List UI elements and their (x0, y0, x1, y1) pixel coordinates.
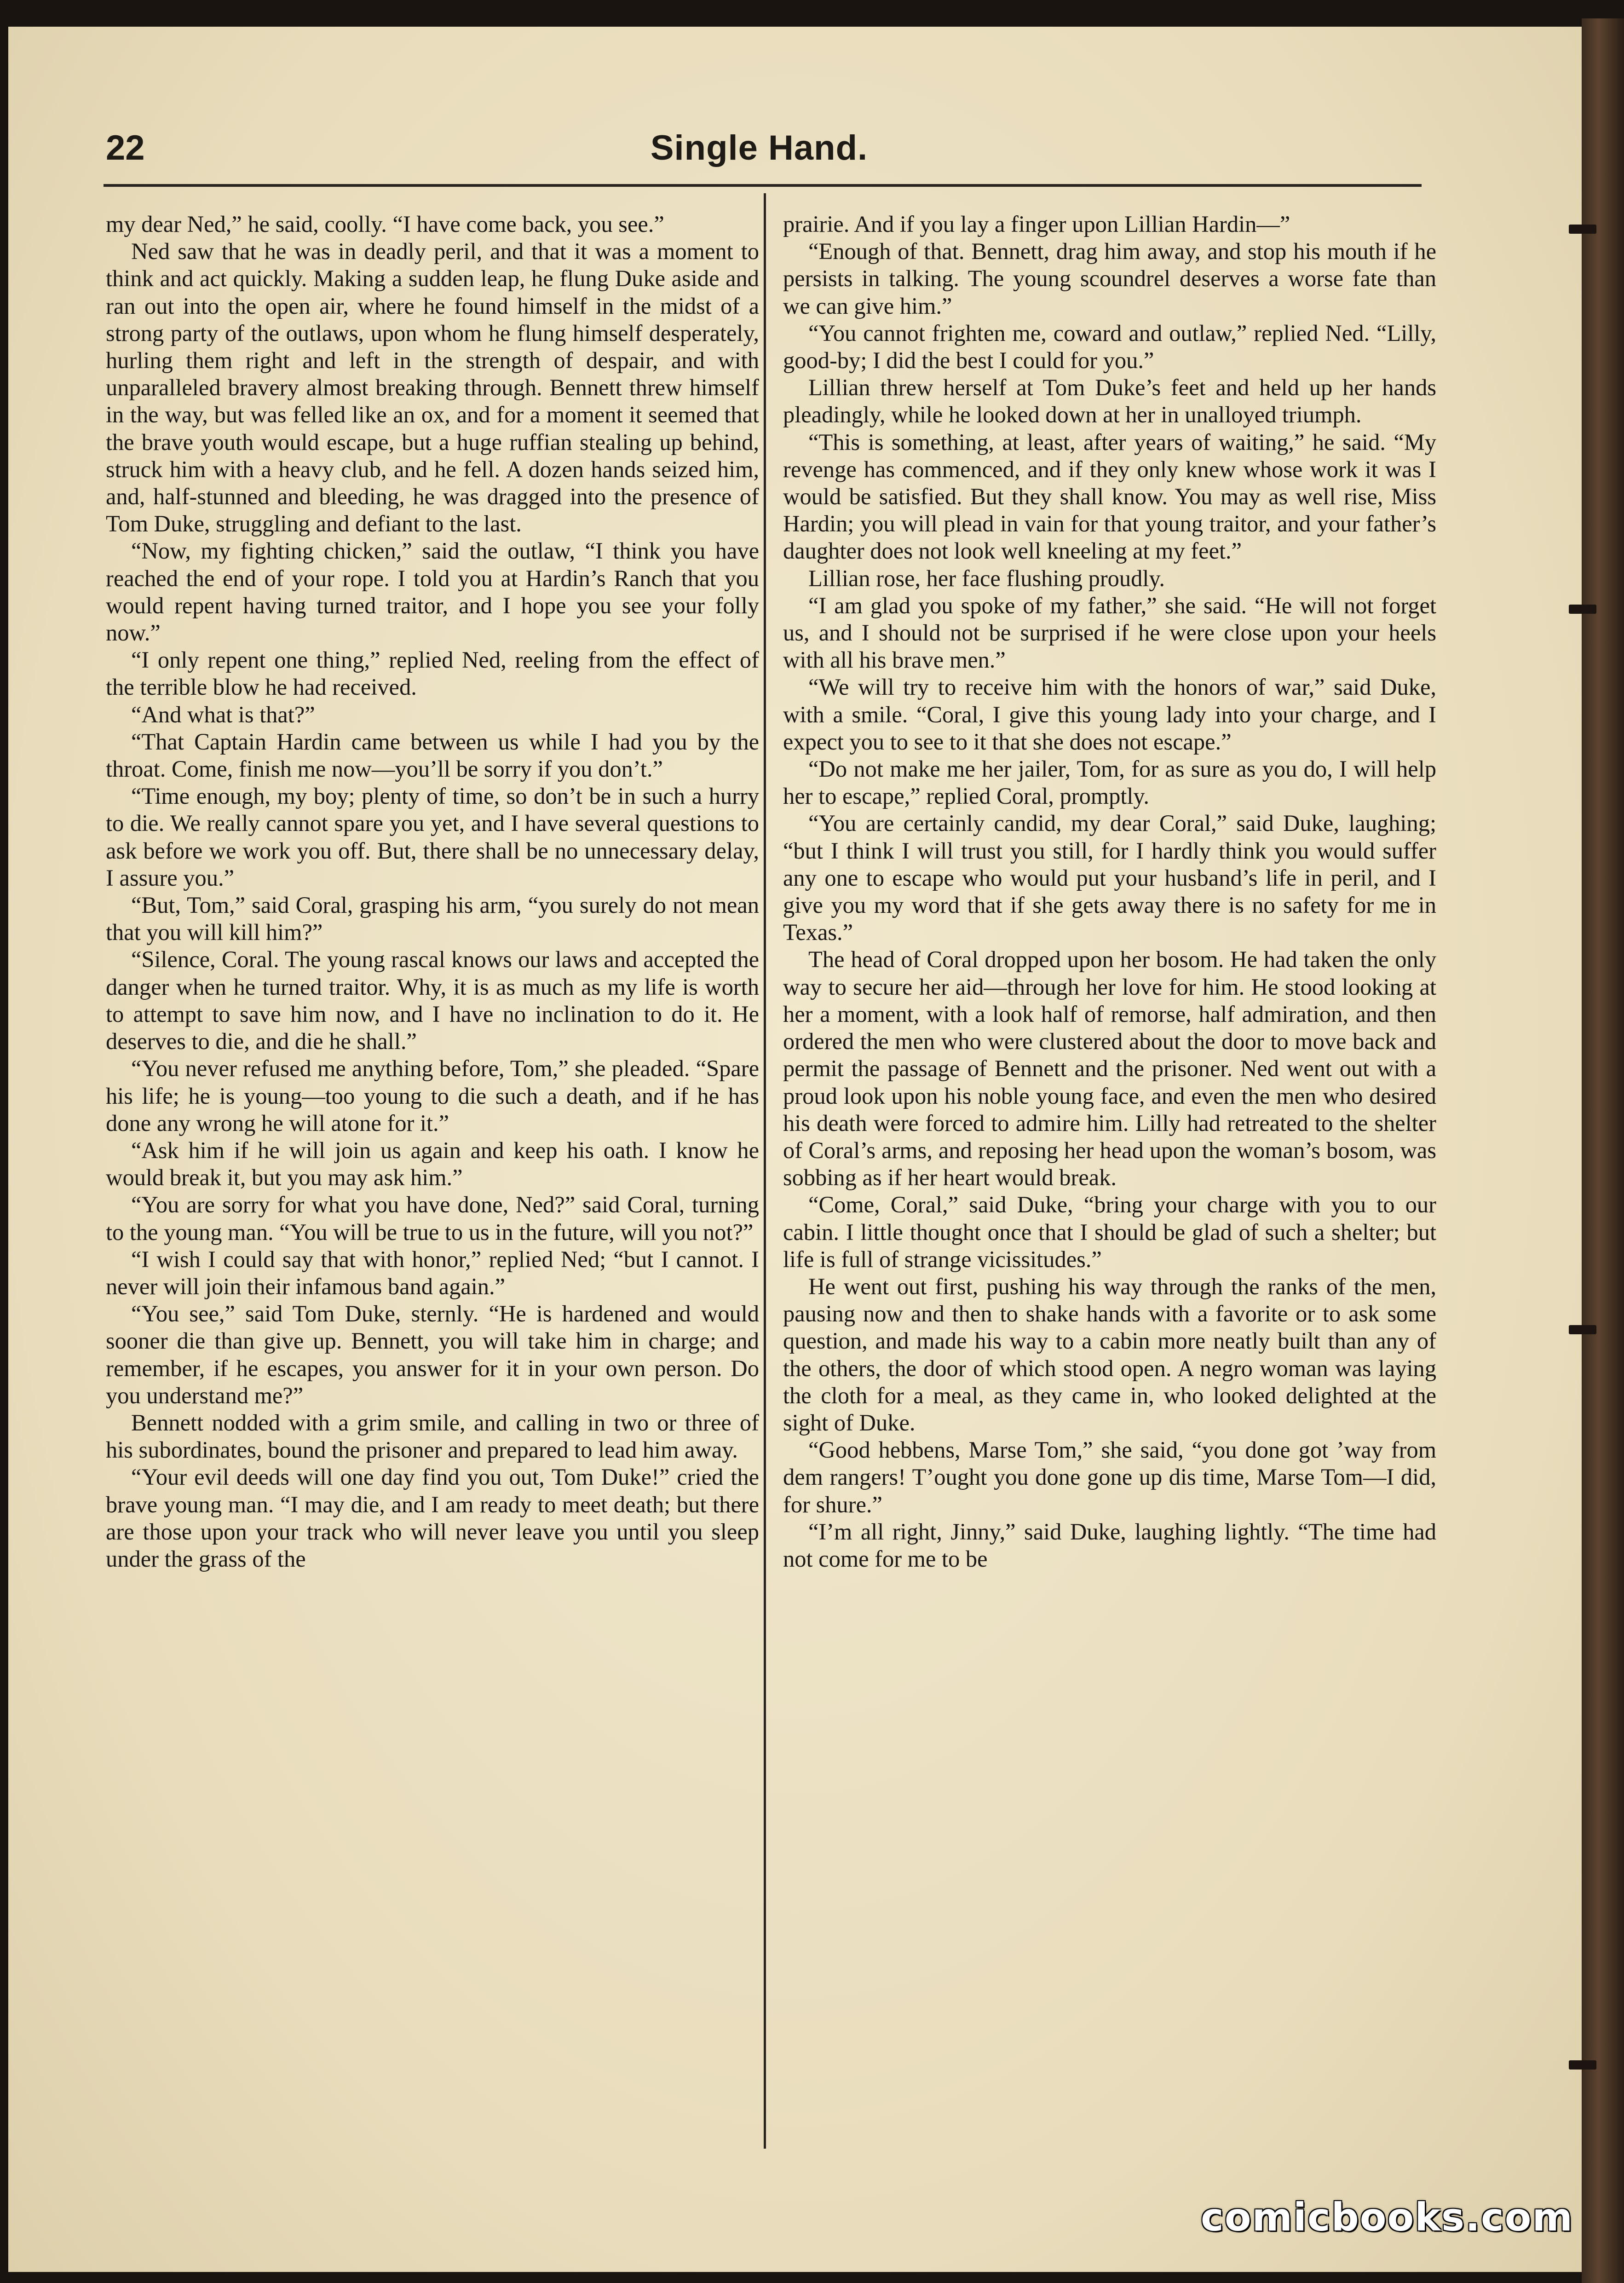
paragraph: He went out first, pushing his way through the ranks of the men, pausing now and then to shake hands with a favorite or to ask some question, and made his way to a cabin more neatly built than any of the others, the door of which stood open. A negro woman was laying the cloth for a meal, as they came in, who looked delighted at the sight of Duke. (783, 1273, 1436, 1436)
binding-tab-icon (1569, 1325, 1596, 1334)
paragraph: “I wish I could say that with honor,” replied Ned; “but I cannot. I never will join their infamous band again.” (106, 1246, 759, 1299)
paragraph: Lillian threw herself at Tom Duke’s feet and held up her hands pleadingly, while he looked down at her in unalloyed triumph. (783, 375, 1436, 428)
paragraph: “Time enough, my boy; plenty of time, so don’t be in such a hurry to die. We really cannot spare you yet, and I have several questions to ask before we work you off. But, there shall be no unnecessary delay, I assure you.” (106, 783, 759, 891)
paragraph: “Ask him if he will join us again and keep his oath. I know he would break it, but you may ask him.” (106, 1137, 759, 1191)
book-edge (1582, 18, 1624, 2283)
binding-tab-icon (1569, 2060, 1596, 2070)
paragraph: “Do not make me her jailer, Tom, for as sure as you do, I will help her to escape,” replied Coral, promptly. (783, 756, 1436, 809)
paragraph: “You never refused me anything before, Tom,” she pleaded. “Spare his life; he is young—too young to die such a death, and if he has done any wrong he will atone for it.” (106, 1055, 759, 1136)
paragraph: “Silence, Coral. The young rascal knows our laws and accepted the danger when he turned traitor. Why, it is as much as my life is worth to attempt to save him now, and I have no inclination to do it. He deserves to die, and die he shall.” (106, 946, 759, 1055)
paragraph: “You cannot frighten me, coward and outlaw,” replied Ned. “Lilly, good-by; I did the best I could for you.” (783, 320, 1436, 374)
column-divider (764, 193, 766, 2149)
paragraph: Bennett nodded with a grim smile, and calling in two or three of his subordinates, bound the prisoner and prepared to lead him away. (106, 1409, 759, 1463)
paragraph: “You see,” said Tom Duke, sternly. “He is hardened and would sooner die than give up. Bennett, you will take him in charge; and remember, if he escapes, you answer for it in your own person. Do you understand me?” (106, 1301, 759, 1408)
watermark: comicbooks.com (1201, 2195, 1573, 2240)
paragraph: “But, Tom,” said Coral, grasping his arm, “you surely do not mean that you will kill him?” (106, 892, 759, 945)
header-rule (104, 184, 1422, 187)
paragraph: “That Captain Hardin came between us while I had you by the throat. Come, finish me now—you’ll be sorry if you don’t.” (106, 728, 759, 782)
paragraph: “We will try to receive him with the honors of war,” said Duke, with a smile. “Coral, I give this young lady into your charge, and I expect you to see to it that she does not escape.” (783, 674, 1436, 755)
page-header (97, 125, 1422, 176)
paragraph: my dear Ned,” he said, coolly. “I have come back, you see.” (106, 211, 664, 237)
binding-tab-icon (1569, 605, 1596, 614)
paragraph: The head of Coral dropped upon her bosom. He had taken the only way to secure her aid—through her love for him. He stood looking at her a moment, with a look half of remorse, half admiration, and then ordered the men who were clustered about the door to move back and permit the passage of Bennett and the prisoner. Ned went out with a proud look upon his noble young face, and even the men who desired his death were forced to admire him. Lilly had retreated to the shelter of Coral’s arms, and reposing her head upon the woman’s bosom, was sobbing as if her heart would break. (783, 946, 1436, 1191)
paragraph: prairie. And if you lay a finger upon Lillian Hardin—” (783, 211, 1290, 237)
paragraph: “And what is that?” (131, 701, 315, 727)
paragraph: “Enough of that. Bennett, drag him away, and stop his mouth if he persists in talking. The young scoundrel deserves a worse fate than we can give him.” (783, 238, 1436, 319)
paragraph: “I’m all right, Jinny,” said Duke, laughing lightly. “The time had not come for me to be (783, 1518, 1436, 1572)
running-title: Single Hand. (650, 128, 868, 167)
paragraph: “I am glad you spoke of my father,” she said. “He will not forget us, and I should not be surprised if he were close upon your heels with all his brave men.” (783, 592, 1436, 673)
binding-tab-icon (1569, 225, 1596, 234)
paragraph: “This is something, at least, after years of waiting,” he said. “My revenge has commenced, and if they only knew whose work it was I would be satisfied. But they shall know. You may as well rise, Miss Hardin; you will plead in vain for that young traitor, and your father’s daughter does not look well kneeling at my feet.” (783, 429, 1436, 564)
paragraph: “You are certainly candid, my dear Coral,” said Duke, laughing; “but I think I will trust you still, for I hardly think you would suffer any one to escape who would put your husband’s life in peril, and I give you my word that if she gets away there is no safety for me in Texas.” (783, 810, 1436, 945)
right-column (783, 211, 1436, 2162)
left-column (106, 211, 759, 2162)
paragraph: Lillian rose, her face flushing proudly. (808, 565, 1165, 591)
paragraph: “Your evil deeds will one day find you out, Tom Duke!” cried the brave young man. “I may die, and I am ready to meet death; but there are those upon your track who will never leave you until you sleep under the grass of the (106, 1464, 759, 1572)
paragraph: “Come, Coral,” said Duke, “bring your charge with you to our cabin. I little thought once that I should be glad of such a shelter; but life is full of strange vicissitudes.” (783, 1192, 1436, 1272)
paragraph: “Now, my fighting chicken,” said the outlaw, “I think you have reached the end of your rope. I told you at Hardin’s Ranch that you would repent having turned traitor, and I hope you see your folly now.” (106, 538, 759, 646)
paragraph: “I only repent one thing,” replied Ned, reeling from the effect of the terrible blow he had received. (106, 647, 759, 700)
page-number: 22 (106, 128, 145, 167)
paragraph: Ned saw that he was in deadly peril, and that it was a moment to think and act quickly. Making a sudden leap, he flung Duke aside and ran out into the open air, where he found himself in the midst of a strong party of the outlaws, upon whom he flung himself desperately, hurling them right and left in the strength of despair, and with unparalleled bravery almost breaking through. Bennett threw himself in the way, but was felled like an ox, and for a moment it seemed that the brave youth would escape, but a huge ruffian stealing up behind, struck him with a heavy club, and he fell. A dozen hands seized him, and, half-stunned and bleeding, he was dragged into the presence of Tom Duke, struggling and defiant to the last. (106, 238, 759, 537)
paragraph: “Good hebbens, Marse Tom,” she said, “you done got ’way from dem rangers! T’ought you done gone up dis time, Marse Tom—I did, for shure.” (783, 1437, 1436, 1517)
paragraph: “You are sorry for what you have done, Ned?” said Coral, turning to the young man. “You will be true to us in the future, will you not?” (106, 1192, 759, 1245)
